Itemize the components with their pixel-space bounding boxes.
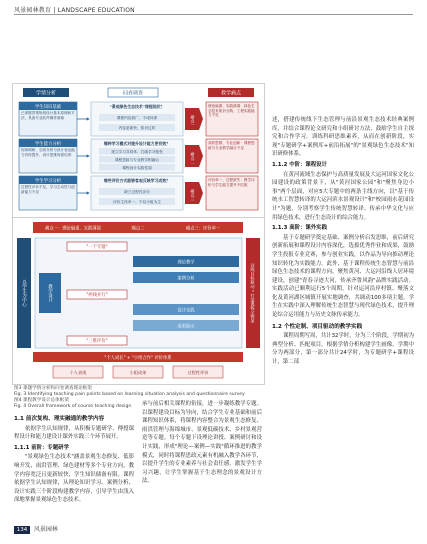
right-paragraph-end: 课程周期写周，共计32学时，分为三个阶段，学期初为典型分析、匹配项目，根据学情分析构建学生画像，学期中分为两部分，第一部分共计24学时，为专题研学+课程设计，第二部 <box>272 333 414 366</box>
q3-answer-1: 缺乏过程性评价 <box>124 190 150 194</box>
pain-tag-1-text: 痛点一 <box>190 115 196 127</box>
student-ability-body: 现场调研、空间分析与设计表达能力有待提升，设计思维尚需培养 <box>21 148 75 157</box>
learning-analysis-title: 学情分析 <box>35 90 57 97</box>
heading-1-1-1: 1.1.1 前阶：专题研学 <box>14 444 69 451</box>
questionnaire-group-3 <box>91 176 183 210</box>
pain-point-tag-3 <box>185 182 203 204</box>
right-paragraph-top: 述，搭建传统线下生态管理与前沿景观生态技术经典案例库，并结合课程论文研究和小组研讨方法，鼓励学生自主探究和合作学习，训练科研思维素养，从而在创新阶段，实现"专题研学+案例库+前沿拓展"的"景观绿色生态技术"知识研修体系。 <box>272 117 414 158</box>
student-ability-box <box>19 139 77 173</box>
pain-point-box-3 <box>206 176 258 210</box>
fig3-caption-cn: 图3 课题学情分析和问卷调查理论框架 <box>14 386 92 391</box>
student-knowledge-head: 学生知识基础 <box>34 105 62 110</box>
student-learning-box <box>19 176 77 210</box>
heading-1-1: 1.1 前次复构、理实融通的教学内容 <box>14 416 105 422</box>
figure-2-svg <box>13 218 264 384</box>
top-pain-label-2: 痛点二 <box>131 226 145 232</box>
pain-point-tag-1 <box>185 108 203 130</box>
q1-question: "景观绿色生态技术"课程现状？ <box>109 104 165 109</box>
center-title: 教学设计 <box>47 284 53 302</box>
student-learning-body: 过程性评价不足，学习主动性与创新能力不足 <box>21 185 75 194</box>
student-ability-head: 学生能力分析 <box>34 142 62 147</box>
q3-answer-2: 评价主体单一、不以小组为主 <box>113 200 161 204</box>
pain-point-tag-2 <box>185 145 203 167</box>
pain-point-box-3-text: 评价单一、过程缺失：教学评价与学生能力提升不匹配 <box>208 178 255 187</box>
heading-1-1-2: 1.1.2 中阶：课程设计 <box>272 161 327 168</box>
right-text-column <box>272 116 414 524</box>
eval-box-2-label: 小组成果 <box>129 370 147 375</box>
eval-box-3-label: 过程性评价 <box>187 370 209 375</box>
q2-question: 哪种学习模式对提升设计能力更有效？ <box>103 141 171 146</box>
q2-answer-2: 课程思政与专业教学相融合 <box>114 157 160 162</box>
figure-2-flowchart <box>12 217 265 385</box>
questionnaire-title: 问卷调查 <box>122 90 144 97</box>
eval-box-1-label: 个人表现 <box>69 370 87 375</box>
pain-point-box-2-text: 高阶思维、专业创新：课程思政与专业教学融合不足 <box>208 141 255 150</box>
page-number: 134 <box>14 526 30 534</box>
left-band-label: 以学生为中心 <box>21 279 27 307</box>
fig4-caption-cn: 图4 课程教学设计总体框架 <box>14 398 69 403</box>
questionnaire-group-1 <box>91 102 183 136</box>
left-paragraph-2: "景观绿色生态技术"涵盖景观生态修复、低影响开发、雨洪管理、绿色建材等多个专业方向，教学内容宽泛且更新较快，学生知识储备有限。课程依据学生认知规律，从理论知识学习、案例分析、设计实践三个阶段构建教学内容，引导学生由浅入深地掌握景观绿色生态技术。 <box>14 454 134 504</box>
pain-point-box-1 <box>206 102 258 136</box>
top-pain-label-3: 痛点三：评价单一 <box>185 226 221 232</box>
stage-row-4-label: 成果展示 <box>177 324 195 330</box>
stage-row-2-label: 案例分析 <box>177 276 195 282</box>
right-band-label: 双线目标驱动 • 打造课程全链条 <box>250 263 256 323</box>
q3-question: 哪些评价方式能够客观反映学习成效？ <box>103 178 171 183</box>
header-rule <box>14 14 413 15</box>
right-paragraph-mid: 在黄河流域生态保护与高质量发展及大运河国家文化公园建设的政策背景下，从"黄河国家公园"和"聚焦身边小事"两个层面，对应5大专题中的两条主线方向，以"基于传统水工智慧转译的大运河滨水景观设计"和"校园雨水花园设计"为题，分别考察学生传统智慧转译、传承中华文化与应用绿色技术，进行生态设计的综合能力。 <box>272 171 414 221</box>
stage-row-1-label: 理论教学 <box>177 260 195 266</box>
middle-paragraph: 承与前后相关课程的衔接，进一步凝练教学专题。以课程建设目标为导向，结合学生专业基础和前后课程知识体系，将课程内容整合为景观生态修复、雨洪管理与海绵城市、景观低碳技术、乡村景观营造等专题。每个专题下设理论讲授、案例研讨和设计实践，形成"理论—案例—实践"循环推进的教学模式，同时将课程思政元素有机融入教学各环节，以提升学生的专业素养与社会责任感，激发学生学习兴趣，让学生掌握基于生态理念的景观设计方法。 <box>142 401 262 485</box>
student-knowledge-body: 已掌握景观规划设计基本原理和方法，具备专业软件操作基础 <box>21 111 75 120</box>
center-item-1: "一个专题" <box>86 245 108 250</box>
figure-1-svg <box>13 84 264 217</box>
journal-header: 风景园林教育 | LANDSCAPE EDUCATION <box>14 7 135 14</box>
left-paragraph-1: 依据学生认知规律，从积极专题研学、傳授课程设计和能力建设计课外实践三个环节展开。 <box>14 425 134 441</box>
footer-journal: 风景园林 <box>33 526 58 533</box>
right-paragraph-low: 基于专题研学奠定基础、案例分析启发思维，前后研究创新拓展和课程设计内容深化，选拔优秀作业和成果，鼓励学生投报专业竞赛，参与创业实践，以作品为导向推动理论知识转化为实践能力。此外，基于课程传统生态智慧与前沿绿色生态技术的课程方向，聚焦黄河、大运河沿线人居环境建设，创建"青春寻迹大河，传承齐鲁风韵"品牌实践活动。实践活动已顺利运行5个周期，针对运河沿岸村镇、聚落文化及黄河湖区城镇开展实地调查，共调动100多项主题，学生在实践中深入理解传统生态智慧与现代绿色技术，提升理论综合运用能力与历史文脉传承能力。 <box>272 234 414 319</box>
center-item-2: "两线并行" <box>86 293 108 298</box>
center-item-3: "三维评价" <box>86 339 108 344</box>
pain-tag-3-text: 痛点三 <box>190 189 196 201</box>
student-knowledge-box <box>19 102 77 136</box>
q1-answer-2: 内容更新快、知识过时 <box>118 126 156 130</box>
pain-points-title: 教学痛点 <box>220 90 242 97</box>
questionnaire-group-2 <box>91 139 183 173</box>
pain-tag-2-text: 痛点二 <box>190 152 196 164</box>
left-text-column <box>14 412 134 506</box>
q1-answer-1: 课程内容面广、不成体系 <box>116 116 158 120</box>
middle-text-column <box>142 400 262 487</box>
page-footer <box>14 524 58 534</box>
center-block <box>35 238 242 348</box>
heading-1-2: 1.2 个性定制、项目驱动的教学实践 <box>272 323 363 330</box>
top-pain-label-1: 痛点一：理论偏重、实践薄弱 <box>45 226 101 232</box>
heading-1-1-3: 1.1.3 高阶：课外实践 <box>272 225 327 232</box>
student-learning-head: 学生学习分析 <box>34 179 62 184</box>
fig3-caption-en: Fig. 3 Identifying teaching pain points based on learning situation analysis and questionnaire survey <box>14 392 245 397</box>
q2-answer-1: 建立学习共同体、打破学习壁垒 <box>111 149 163 154</box>
pain-point-box-1-text: 理论偏重、实践薄弱：绿色生态技术知识分散，工程实践能力不足 <box>208 104 255 118</box>
bottom-eval-label: "个人成长" + "小组合作" 评价体系 <box>104 356 172 361</box>
pain-point-box-2 <box>206 139 258 173</box>
figure-1-flowchart <box>12 83 265 218</box>
stage-row-3-label: 设计实践 <box>177 308 195 314</box>
q2-answer-3: 课程设计实践性弱 <box>122 165 152 170</box>
fig4-caption-en: Fig. 4 Overall framework of course teaching design <box>14 404 132 409</box>
